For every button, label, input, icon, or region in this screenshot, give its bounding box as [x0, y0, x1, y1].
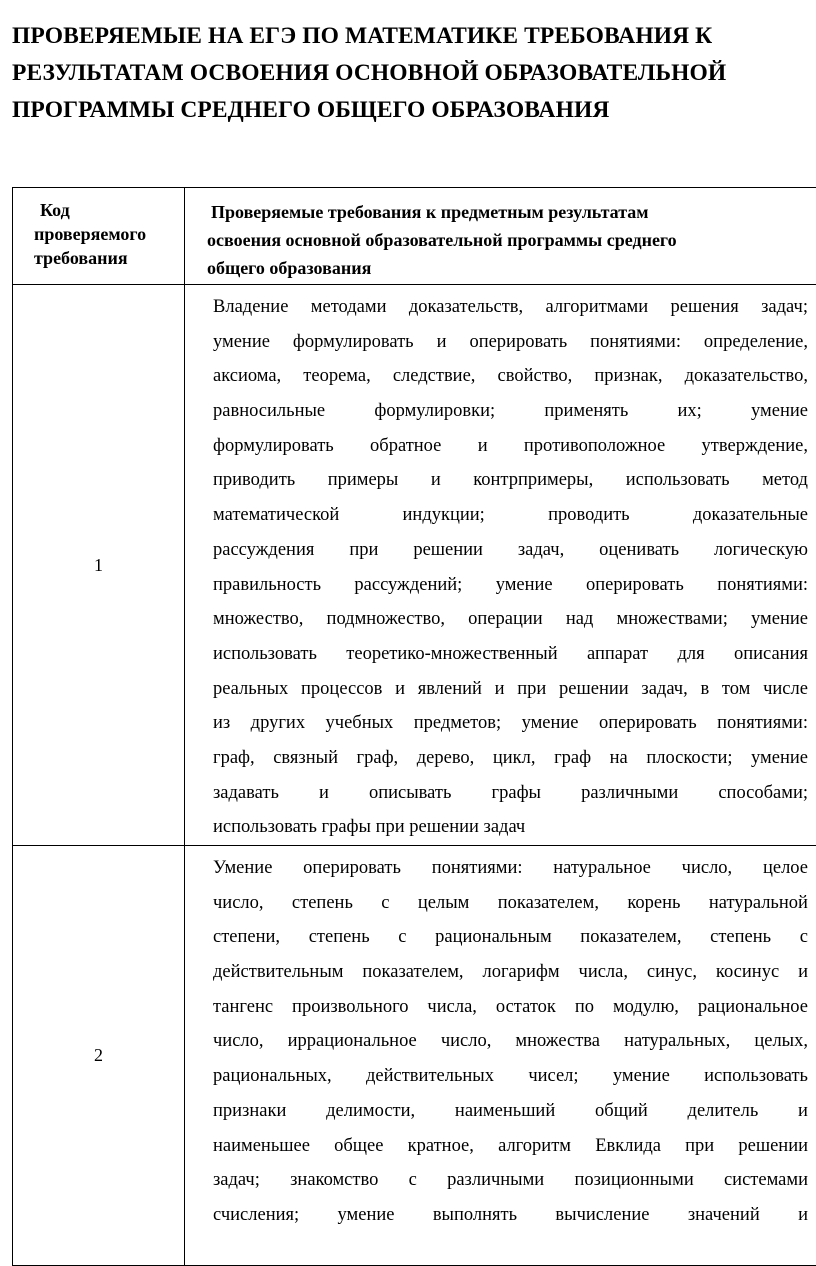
text-line: аксиома, теорема, следствие, свойство, признак, доказательство, — [213, 359, 808, 394]
text-line: реальных процессов и явлений и при решении задач, в том числе — [213, 672, 808, 707]
text-line: задавать и описывать графы различными способами; — [213, 776, 808, 811]
text-line: наименьшее общее кратное, алгоритм Евклида при решении — [213, 1129, 808, 1164]
text-line: из других учебных предметов; умение оперировать понятиями: — [213, 706, 808, 741]
text-line: счисления; умение выполнять вычисление значений и — [213, 1198, 808, 1233]
text-line: степени, степень с рациональным показателем, степень с — [213, 920, 808, 955]
header-line: освоения основной образовательной программы среднего — [207, 226, 808, 254]
table-row — [13, 285, 816, 846]
column-header-requirements — [185, 188, 816, 285]
text-line: формулировать обратное и противоположное утверждение, — [213, 429, 808, 464]
requirements-table — [12, 187, 816, 1266]
text-line: рассуждения при решении задач, оценивать логическую — [213, 533, 808, 568]
text-line: использовать теоретико-множественный аппарат для описания — [213, 637, 808, 672]
text-line: тангенс произвольного числа, остаток по модулю, рациональное — [213, 990, 808, 1025]
header-line: проверяемого — [34, 222, 180, 246]
header-line: общего образования — [207, 254, 808, 282]
text-line: использовать графы при решении задач — [213, 810, 808, 845]
text-line: равносильные формулировки; применять их; умение — [213, 394, 808, 429]
requirement-text — [185, 846, 816, 1266]
table-row — [13, 846, 816, 1266]
requirement-code: 1 — [13, 285, 185, 846]
title-line: ПРОГРАММЫ СРЕДНЕГО ОБЩЕГО ОБРАЗОВАНИЯ — [12, 92, 807, 129]
title-line: РЕЗУЛЬТАТАМ ОСВОЕНИЯ ОСНОВНОЙ ОБРАЗОВАТЕЛЬНОЙ — [12, 55, 807, 92]
text-line: Владение методами доказательств, алгоритмами решения задач; — [213, 290, 808, 325]
header-line: Проверяемые требования к предметным результатам — [211, 198, 808, 226]
text-line: действительным показателем, логарифм числа, синус, косинус и — [213, 955, 808, 990]
requirement-text — [185, 285, 816, 846]
table-header-row — [13, 188, 816, 285]
column-header-code — [13, 188, 185, 285]
text-line: умение формулировать и оперировать понятиями: определение, — [213, 325, 808, 360]
text-line: приводить примеры и контрпримеры, использовать метод — [213, 463, 808, 498]
title-line: ПРОВЕРЯЕМЫЕ НА ЕГЭ ПО МАТЕМАТИКЕ ТРЕБОВАНИЯ К — [12, 18, 807, 55]
text-line: признаки делимости, наименьший общий делитель и — [213, 1094, 808, 1129]
page-title — [12, 18, 807, 129]
text-line: число, степень с целым показателем, корень натуральной — [213, 886, 808, 921]
header-line: Код — [34, 198, 180, 222]
text-line: граф, связный граф, дерево, цикл, граф на плоскости; умение — [213, 741, 808, 776]
text-line: множество, подмножество, операции над множествами; умение — [213, 602, 808, 637]
text-line: рациональных, действительных чисел; умение использовать — [213, 1059, 808, 1094]
text-line: Умение оперировать понятиями: натуральное число, целое — [213, 851, 808, 886]
requirement-code: 2 — [13, 846, 185, 1266]
header-line: требования — [34, 246, 180, 270]
text-line: число, иррациональное число, множества натуральных, целых, — [213, 1024, 808, 1059]
text-line: математической индукции; проводить доказательные — [213, 498, 808, 533]
text-line: правильность рассуждений; умение оперировать понятиями: — [213, 568, 808, 603]
text-line: задач; знакомство с различными позиционными системами — [213, 1163, 808, 1198]
